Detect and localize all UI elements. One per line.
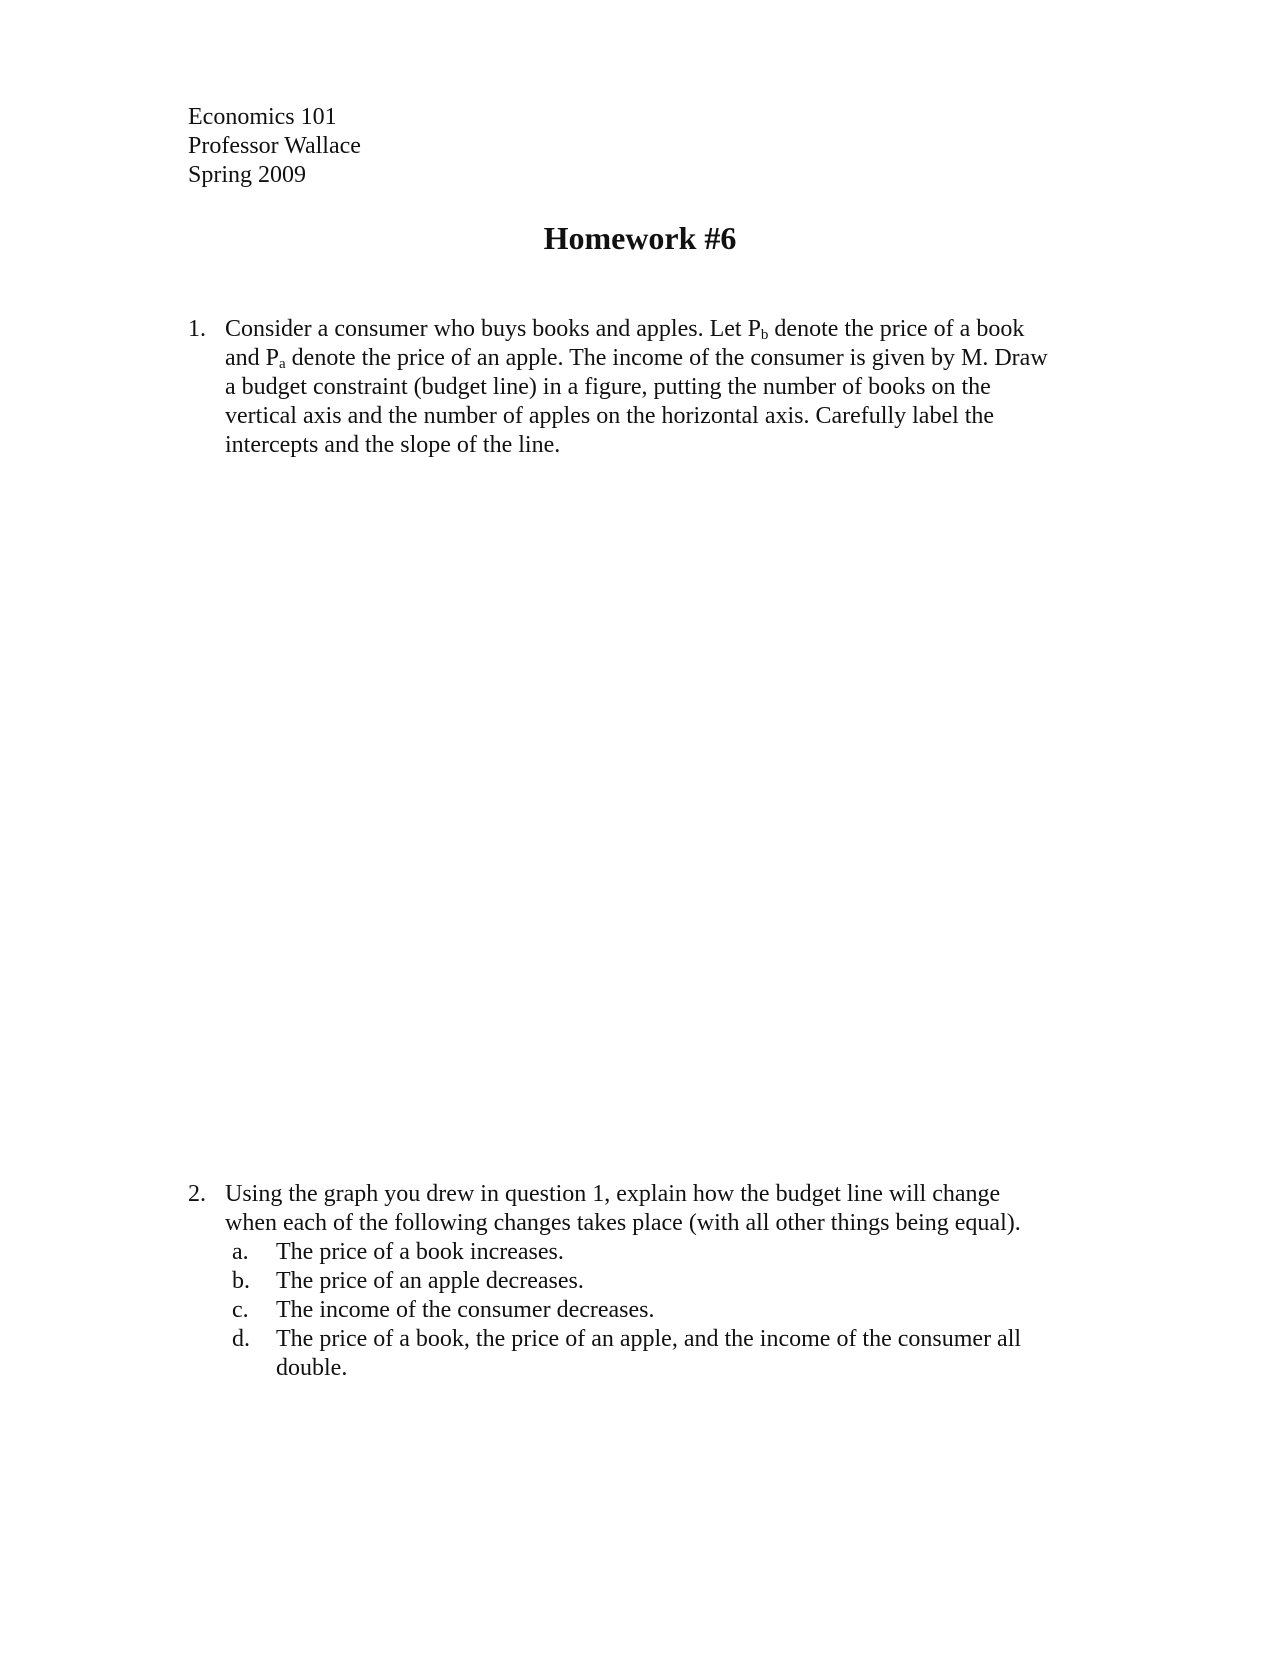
question-line: and $P_a$ denote the price of an apple. The income of the consumer is given by M. Draw (225, 345, 1048, 372)
subquestion-letter: a. (232, 1239, 249, 1265)
subquestion-c (188, 1296, 1098, 1325)
course-name: Economics 101 (188, 104, 337, 130)
course-header (188, 103, 361, 190)
subquestion-list (188, 1238, 1098, 1383)
question-line: vertical axis and the number of apples on the horizontal axis. Carefully label the (225, 403, 995, 429)
question-line: Consider a consumer who buys books and apples. Let $P_b$ denote the price of a book (225, 316, 1025, 343)
subquestion-text: The price of a book increases. (276, 1239, 564, 1265)
question-line: intercepts and the slope of the line. (225, 432, 561, 458)
question-text (225, 315, 1098, 460)
term: Spring 2009 (188, 162, 307, 188)
question-number: 1. (188, 316, 206, 342)
subquestion-a (188, 1238, 1098, 1267)
question-line: when each of the following changes takes place (with all other things being equal). (225, 1210, 1021, 1236)
question-line: a budget constraint (budget line) in a figure, putting the number of books on the (225, 374, 991, 400)
professor-name: Professor Wallace (188, 133, 361, 159)
question-number: 2. (188, 1181, 206, 1207)
page-title: Homework #6 (543, 220, 737, 256)
subquestion-b (188, 1267, 1098, 1296)
subquestion-text: The income of the consumer decreases. (276, 1297, 655, 1323)
question-1 (188, 315, 1098, 460)
subquestion-letter: c. (232, 1297, 249, 1323)
subquestion-text: The price of a book, the price of an apple, and the income of the consumer all double. (276, 1326, 1022, 1381)
subquestion-text: The price of an apple decreases. (276, 1268, 584, 1294)
subquestion-letter: d. (232, 1326, 250, 1352)
question-2 (188, 1180, 1098, 1383)
question-text (225, 1180, 1098, 1238)
question-line: Using the graph you drew in question 1, explain how the budget line will change (225, 1181, 1001, 1207)
subquestion-letter: b. (232, 1268, 250, 1294)
subquestion-d (188, 1325, 1098, 1383)
